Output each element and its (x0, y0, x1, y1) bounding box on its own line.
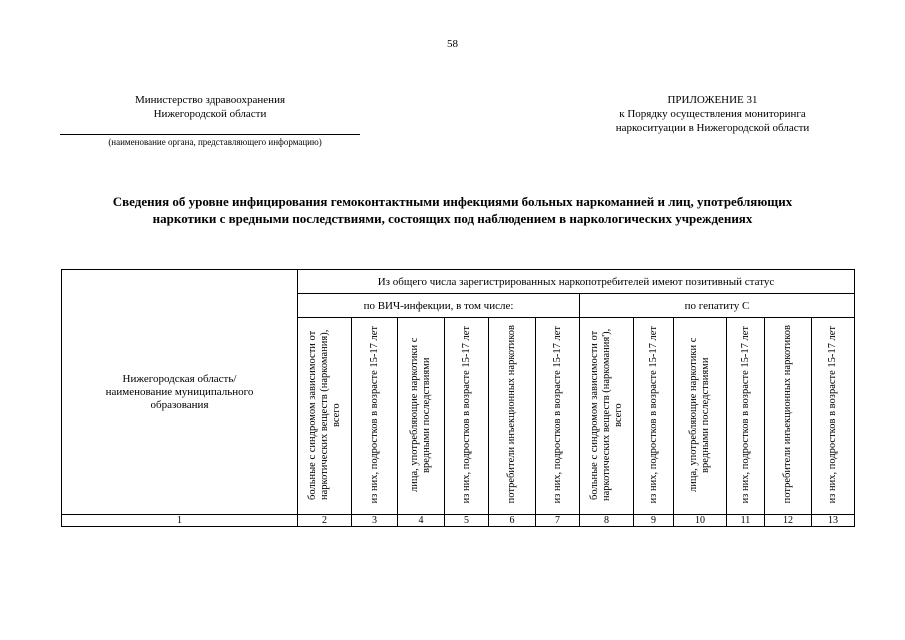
column-header (727, 318, 765, 515)
top-header-cell: Из общего числа зарегистрированных наркопотребителей имеют позитивный статус (298, 270, 855, 294)
report-table (61, 269, 855, 527)
column-header (489, 318, 536, 515)
column-number: 10 (674, 515, 727, 527)
document-title: Сведения об уровне инфицирования гемоконтактными инфекциями больных наркоманией и лиц, употребляющих наркотики с вредными последствиями, состоящих под наблюдением в наркологических учреждениях (112, 194, 793, 226)
organization-caption: (наименование органа, представляющего информацию) (108, 137, 322, 147)
column-header (634, 318, 674, 515)
column-header-label: лица, употребляющие наркотики с вредными последствиями (688, 337, 711, 492)
hiv-group-header: по ВИЧ-инфекции, в том числе: (298, 294, 580, 318)
column-number: 1 (62, 515, 298, 527)
column-number: 7 (536, 515, 580, 527)
signature-line (60, 134, 360, 135)
column-header-label: из них, подростков в возрасте 15-17 лет (739, 325, 751, 504)
column-header-label: из них, подростков в возрасте 15-17 лет (551, 325, 563, 504)
row-header-cell (62, 270, 298, 515)
column-number: 4 (398, 515, 445, 527)
column-header-label: из них, подростков в возрасте 15-17 лет (460, 325, 472, 504)
appendix-line-2: к Порядку осуществления мониторинга (619, 108, 806, 120)
organization-line-2: Нижегородской области (153, 108, 267, 120)
column-number: 5 (445, 515, 489, 527)
column-header-label: потребители инъекционных наркотиков (782, 325, 793, 504)
column-header (298, 318, 352, 515)
column-header (765, 318, 812, 515)
column-number: 9 (634, 515, 674, 527)
column-header-label: из них, подростков в возрасте 15-17 лет (368, 325, 380, 504)
column-header (398, 318, 445, 515)
column-header (812, 318, 855, 515)
column-number: 6 (489, 515, 536, 527)
column-number: 3 (352, 515, 398, 527)
page-number: 58 (447, 38, 458, 50)
column-header (674, 318, 727, 515)
appendix-line-1: ПРИЛОЖЕНИЕ 31 (667, 94, 758, 106)
column-header-label: больные с синдромом зависимости от наркотических веществ (наркомания'), всего (588, 328, 624, 501)
hepatitis-group-header: по гепатиту С (580, 294, 855, 318)
appendix-header (570, 93, 855, 135)
column-number: 13 (812, 515, 855, 527)
column-header-label: из них, подростков в возрасте 15-17 лет (647, 325, 659, 504)
organization-line-1: Министерство здравоохранения (134, 94, 286, 106)
column-number: 11 (727, 515, 765, 527)
column-header-label: потребители инъекционных наркотиков (506, 325, 517, 504)
appendix-line-3: наркоситуации в Нижегородской области (615, 122, 810, 134)
organization-header (60, 93, 360, 121)
column-number: 8 (580, 515, 634, 527)
column-header (352, 318, 398, 515)
row-header-label: Нижегородская область/ наименование муниципального образования (105, 372, 254, 411)
column-number: 12 (765, 515, 812, 527)
column-header (445, 318, 489, 515)
column-header-label: лица, употребляющие наркотики с вредными последствиями (409, 337, 432, 492)
column-header (580, 318, 634, 515)
column-header-label: из них, подростков в возрасте 15-17 лет (827, 325, 838, 504)
column-header (536, 318, 580, 515)
column-header-label: больные с синдромом зависимости от наркотических веществ (наркомания), всего (306, 329, 342, 500)
column-number: 2 (298, 515, 352, 527)
